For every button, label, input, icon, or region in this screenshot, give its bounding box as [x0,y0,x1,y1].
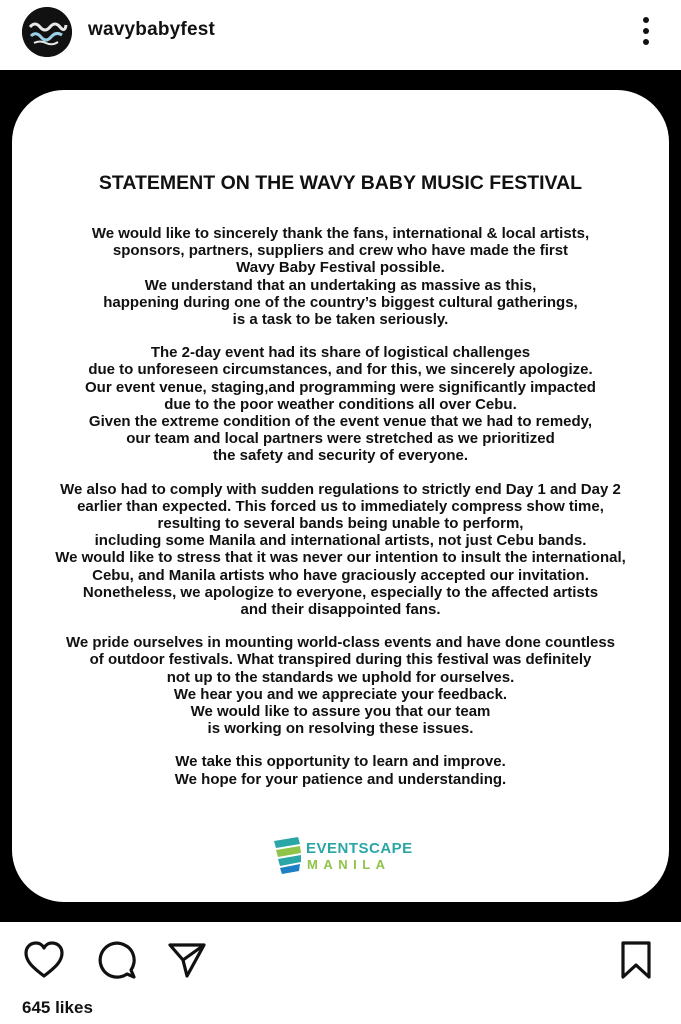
eventscape-logo [272,835,412,875]
paragraph [12,225,669,328]
statement-line: Cebu, and Manila artists who have graciously accepted our invitation. [92,566,589,584]
statement-title: STATEMENT ON THE WAVY BABY MUSIC FESTIVAL [98,172,583,194]
statement-line: We would like to sincerely thank the fans, international & local artists, [91,225,590,242]
post-header [0,0,681,70]
statement-line: including some Manila and international artists, not just Cebu bands. [94,532,587,550]
paragraph [12,753,669,787]
comment-icon [95,938,139,982]
statement-line: We hope for your patience and understanding. [174,770,507,788]
statement-line: due to the poor weather conditions all over Cebu. [164,395,517,413]
statement-line: is working on resolving these issues. [207,720,474,738]
statement-line: We also had to comply with sudden regulations to strictly end Day 1 and Day 2 [60,480,621,498]
statement-line: Given the extreme condition of the event venue that we had to remedy, [88,413,593,431]
statement-line: is a task to be taken seriously. [232,311,449,329]
statement-line: We would like to stress that it was never our intention to insult the international, [55,549,626,567]
like-button[interactable] [22,938,66,982]
eventscape-mark-icon [272,835,304,875]
statement-line: We understand that an undertaking as massive as this, [144,276,537,294]
paragraph [12,344,669,464]
heart-icon [22,938,66,982]
statement-line: The 2-day event had its share of logistical challenges [150,344,531,362]
action-bar [0,922,681,992]
statement-line: the safety and security of everyone. [212,447,469,465]
post-image[interactable] [0,70,681,922]
statement-line: resulting to several bands being unable to perform, [157,515,524,533]
username[interactable]: wavybabyfest [88,19,216,40]
statement-line: due to unforeseen circumstances, and for this, we sincerely apologize. [88,361,593,379]
share-button[interactable] [165,938,209,982]
statement-line: Wavy Baby Festival possible. [236,259,445,277]
more-vertical-icon [630,14,662,50]
statement-body [12,225,669,804]
statement-line: We would like to assure you that our team [190,703,491,721]
paragraph [12,634,669,737]
statement-line: of outdoor festivals. What transpired during this festival was definitely [89,651,592,669]
paragraph [12,481,669,619]
statement-line: We hear you and we appreciate your feedback. [173,685,508,703]
statement-line: happening during one of the country’s biggest cultural gatherings, [103,293,578,311]
statement-line: sponsors, partners, suppliers and crew who have made the first [112,242,569,260]
paper-plane-icon [165,938,209,982]
statement-line: We take this opportunity to learn and improve. [175,753,506,771]
statement-card [12,90,669,902]
statement-line: earlier than expected. This forced us to immediately compress show time, [77,497,604,515]
avatar[interactable] [22,7,72,57]
wavy-baby-logo-icon [22,7,72,57]
more-options-button[interactable] [630,14,662,50]
logo-text-eventscape: EVENTSCAPE [306,840,413,857]
statement-line: Our event venue, staging,and programming were significantly impacted [85,378,596,396]
statement-line: not up to the standards we uphold for ourselves. [166,668,515,686]
statement-line: our team and local partners were stretched as we prioritized [126,430,555,448]
like-count[interactable]: 645 likes [22,998,93,1017]
statement-line: and their disappointed fans. [240,601,441,619]
logo-text-manila: MANILA [307,857,391,872]
statement-line: Nonetheless, we apologize to everyone, especially to the affected artists [82,583,599,601]
save-button[interactable] [614,938,658,982]
bookmark-icon [614,938,658,982]
statement-line: We pride ourselves in mounting world-class events and have done countless [65,634,616,652]
comment-button[interactable] [95,938,139,982]
